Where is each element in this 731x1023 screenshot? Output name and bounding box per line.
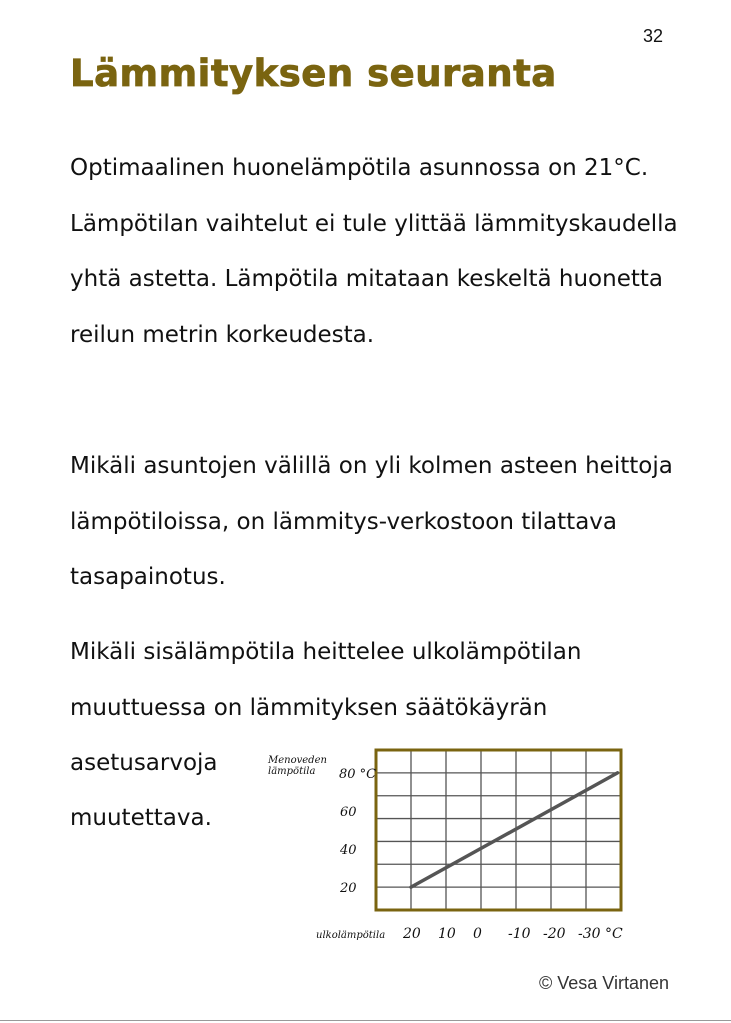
y-tick-label: 20 [340, 881, 357, 897]
heating-curve-chart [262, 744, 632, 950]
copyright-footer: © Vesa Virtanen [538, 973, 669, 993]
x-tick-label: 10 [438, 926, 456, 942]
page-number: 32 [642, 26, 663, 46]
y-axis-label-line1: Menoveden [268, 755, 327, 766]
paragraph-2: Mikäli asuntojen välillä on yli kolmen asteen heittoja lämpötiloissa, on lämmitys-verkostoon tilattava tasapainotus. [70, 453, 673, 590]
paragraph-3: Mikäli sisälämpötila heittelee ulkolämpötilan muuttuessa on lämmityksen säätökäyrän [70, 639, 582, 721]
y-axis-label-line2: lämpötila [268, 766, 316, 777]
x-axis-label: ulkolämpötila [316, 930, 386, 941]
paragraph-1: Optimaalinen huonelämpötila asunnossa on 21°C. Lämpötilan vaihtelut ei tule ylittää lämmityskaudella yhtä astetta. Lämpötila mitataan keskeltä huonetta reilun metrin korkeudesta. [70, 155, 678, 348]
page-title: Lämmityksen seuranta [70, 52, 557, 95]
paragraph-3-continued-2: muutettava. [70, 805, 212, 831]
y-tick-label: 40 [340, 843, 357, 859]
y-tick-label: 60 [340, 804, 357, 820]
x-tick-label: 20 [403, 926, 421, 942]
x-tick-label: -20 [543, 926, 566, 942]
page-bottom-rule [0, 1020, 731, 1021]
y-tick-label: 80 °C [339, 766, 377, 782]
x-tick-label: -10 [508, 926, 531, 942]
paragraph-3-continued-1: asetusarvoja [70, 750, 218, 776]
x-tick-label: 0 [473, 926, 482, 942]
x-tick-label: -30 °C [578, 926, 623, 942]
